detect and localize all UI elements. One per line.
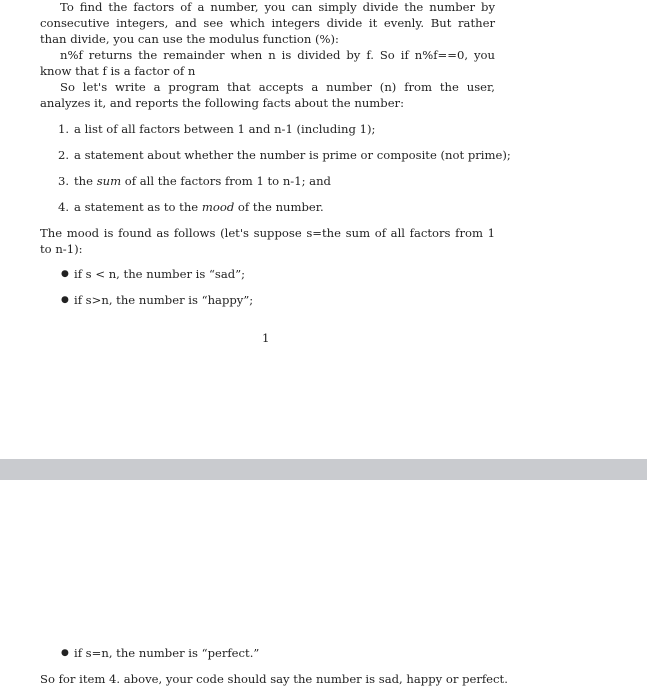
list-item-text-em: mood [201, 200, 235, 214]
program-paragraph: So let's write a program that accepts a number (n) from the user, analyzes it, and reports the following facts about the number: [40, 80, 495, 110]
bullet-icon: ● [61, 648, 69, 658]
closing-paragraph: So for item 4. above, your code should say the number is sad, happy or perfect. [40, 672, 508, 686]
mood-paragraph: The mood is found as follows (let's suppose s=the sum of all factors from 1 to n-1): [40, 226, 495, 256]
list-item-text [74, 147, 511, 163]
bullet-icon: ● [61, 269, 69, 279]
page-break-separator [0, 459, 647, 480]
list-item-number: 2. [58, 148, 70, 162]
list-item-text-pre: a statement about whether the number is prime or composite (not prime); [74, 148, 511, 162]
list-item-text-post: of all the factors from 1 to n-1; and [121, 174, 331, 188]
list-item-text-pre: a list of all factors between 1 and n-1 (including 1); [74, 122, 376, 136]
bullet-icon: ● [61, 295, 69, 305]
list-item-text [74, 121, 375, 137]
list-item-number: 1. [58, 122, 70, 136]
list-item-text [74, 173, 331, 189]
list-item-text [74, 199, 324, 215]
list-item-text-pre: a statement as to the [74, 200, 202, 214]
list-item-text-post: of the number. [234, 200, 324, 214]
intro-paragraph: To find the factors of a number, you can simply divide the number by consecutive integers, and see which integers divide it evenly. But rather than divide, you can use the modulus function (%): [40, 0, 495, 46]
modulus-paragraph: n%f returns the remainder when n is divided by f. So if n%f==0, you know that f is a factor of n [40, 48, 495, 78]
bullet-text: if s>n, the number is “happy”; [74, 293, 254, 307]
bullet-text: if s=n, the number is “perfect.” [74, 646, 260, 660]
list-item-number: 3. [58, 174, 70, 188]
list-item-text-em: sum [96, 174, 122, 188]
list-item-text-pre: the [74, 174, 97, 188]
page-number: 1 [262, 331, 270, 345]
bullet-text: if s < n, the number is “sad”; [74, 267, 246, 281]
list-item-number: 4. [58, 200, 70, 214]
